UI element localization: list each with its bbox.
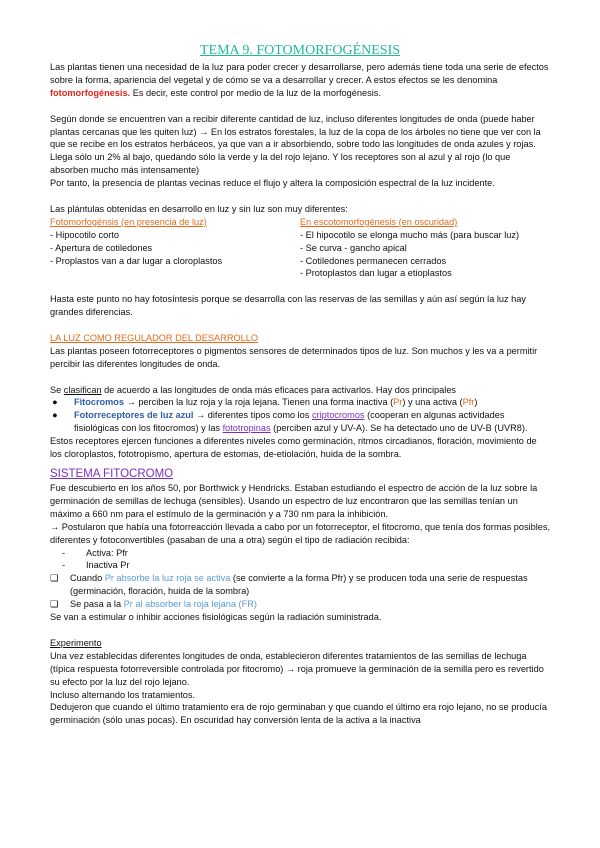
intro-paragraph-2: Según donde se encuentren van a recibir diferente cantidad de luz, incluso diferentes longitudes de onda (puede haber plantas cercanas que les quiten luz) → En los estratos forestales, la luz de la copa de los árboles no tiene que ver con la que se recibe en los estratos herbáceos, ya que van a ir absorbiendo, sobre todo las longitudes de onda azules y rojas. Llega sólo un 2% al bajo, quedando sólo la verde y la del rojo lejano. Y los receptores son al azul y al rojo (lo que absorben mucho más intensamente) [50, 113, 541, 176]
list-item: - Activa: Pfr [62, 547, 128, 558]
fitocromo-paragraph-1: Fue descubierto en los años 50, por Borthwick y Hendricks. Estaban estudiando el espectro de acción de la luz sobre la germinación de semillas de lechuga (sensibles). Usando un espectro de luz encontraron que las semillas tenían un máximo a 660 nm para el estímulo de la germinación y a 730 nm para la inhibición. [50, 483, 538, 519]
dash-icon: - [62, 547, 66, 558]
bullet-icon: ● [52, 410, 58, 421]
bullet-icon: ● [52, 397, 58, 408]
regulador-paragraph-3: Estos receptores ejercen funciones a diferentes niveles como germinación, ritmos circadianos, floración, movimiento de los cloroplastos, fototropismo, apertura de estomas, de-etiolación, huida de la sombra. [50, 436, 537, 460]
fitocromo-paragraph-3: Se van a estimular o inhibir acciones fisiológicas según la radiación suministrada. [50, 612, 382, 623]
column-escotomorfogenesis [300, 216, 550, 281]
fitocromo-paragraph-2: → Postularon que había una fotorreacción llevada a cabo por un fotorreceptor, el fitocromo, que tenía dos formas posibles, diferentes y fotoconvertibles (pasaban de una a otra) según el tipo de radiación recibida: [50, 521, 550, 545]
list-item: - Inactiva Pr [62, 560, 130, 571]
section-heading-experimento: Experimento [50, 637, 102, 648]
list-item: - Se curva - gancho apical [300, 242, 407, 253]
column-heading-dark: En escotomorfogénesis (en oscuridad) [300, 216, 458, 227]
conversion-list [50, 572, 550, 611]
term-fotomorfogenesis: fotomorfogénesis. [50, 87, 131, 98]
intro-paragraph-1: Las plantas tienen una necesidad de la luz para poder crecer y desarrollarse, pero además tiene toda una serie de efectos sobre la forma, apariencia del vegetal y de cómo se va a desarrollar y crecer. A estos efectos se les denomina fotomorfogénesis. Es decir, este control por medio de la luz de la morfogénesis. [50, 62, 549, 98]
checkbox-bullet-icon: ❏ [50, 599, 59, 610]
experimento-paragraph-1: Una vez establecidas diferentes longitudes de onda, establecieron diferentes tratamientos de las semillas de lechuga (típica respuesta fotorreversible controlada por fitocromo) → roja promueve la germinación de la semilla pero es revertido su efecto por la luz del rojo lejano. [50, 650, 544, 687]
comparison-columns [50, 216, 550, 281]
regulador-paragraph-2: Se clasifican de acuerdo a las longitudes de onda más eficaces para activarlos. Hay dos principales [50, 384, 457, 395]
regulador-paragraph-1: Las plantas poseen fotorreceptores o pigmentos sensores de determinados tipos de luz. Son muchos y les va a permitir percibir las diferentes longitudes de onda. [50, 345, 538, 369]
list-item: - Apertura de cotiledones [50, 242, 153, 253]
list-item: - Cotiledones permanecen cerrados [300, 255, 447, 266]
experimento-paragraph-2: Incluso alternando los tratamientos. [50, 689, 196, 700]
list-item: - Proplastos van a dar lugar a cloroplastos [50, 255, 223, 266]
forms-list [50, 547, 550, 573]
list-item: ● Fotorreceptores de luz azul → diferentes tipos como los criptocromos (cooperan en algunas actividades fisiológicas con los fitocromos) y las fototropinas (perciben azul y UV-A). Se ha detectado uno de UV-B (UVR8). [52, 410, 528, 434]
dash-icon: - [62, 560, 66, 571]
list-item: - Hipocotilo corto [50, 229, 119, 240]
checkbox-bullet-icon: ❏ [50, 573, 59, 584]
list-item: ❏ Se pasa a la Pr al absorber la roja lejana (FR) [50, 599, 257, 610]
section-heading-regulador: LA LUZ COMO REGULADOR DEL DESARROLLO [50, 332, 258, 343]
page-title: TEMA 9. FOTOMORFOGÉNESIS [199, 43, 401, 58]
list-item: - Protoplastos dan lugar a etioplastos [300, 268, 452, 279]
list-item: ● Fitocromos → perciben la luz roja y la roja lejana. Tienen una forma inactiva (Pr) y una activa (Pfr) [52, 397, 478, 408]
column-heading-light: Fotomorfogénsis (en presencia de luz) [50, 216, 207, 227]
plantulas-after: Hasta este punto no hay fotosíntesis porque se desarrolla con las reservas de las semillas y aún así según la luz hay grandes diferencias. [50, 294, 526, 318]
experimento-paragraph-3: Dedujeron que cuando el último tratamiento era de rojo germinaban y que cuando el último era rojo lejano, no se producía germinación (sólo unas pocas). En oscuridad hay conversión lenta de la activa a la inactiva [50, 702, 547, 726]
section-heading-fitocromo: SISTEMA FITOCROMO [50, 468, 174, 481]
list-item: ❏ Cuando Pr absorbe la luz roja se activa (se convierte a la forma Pfr) y se producen toda una serie de respuestas (germinación, floración, huida de la sombra) [50, 573, 528, 597]
column-fotomorfogenesis [50, 216, 300, 281]
list-item: - El hipocotilo se elonga mucho más (para buscar luz) [300, 229, 520, 240]
plantulas-lead: Las plántulas obtenidas en desarrollo en luz y sin luz son muy diferentes: [50, 203, 348, 214]
intro-paragraph-3: Por tanto, la presencia de plantas vecinas reduce el flujo y altera la composición espectral de la luz incidente. [50, 178, 495, 189]
receptor-list [50, 396, 550, 435]
